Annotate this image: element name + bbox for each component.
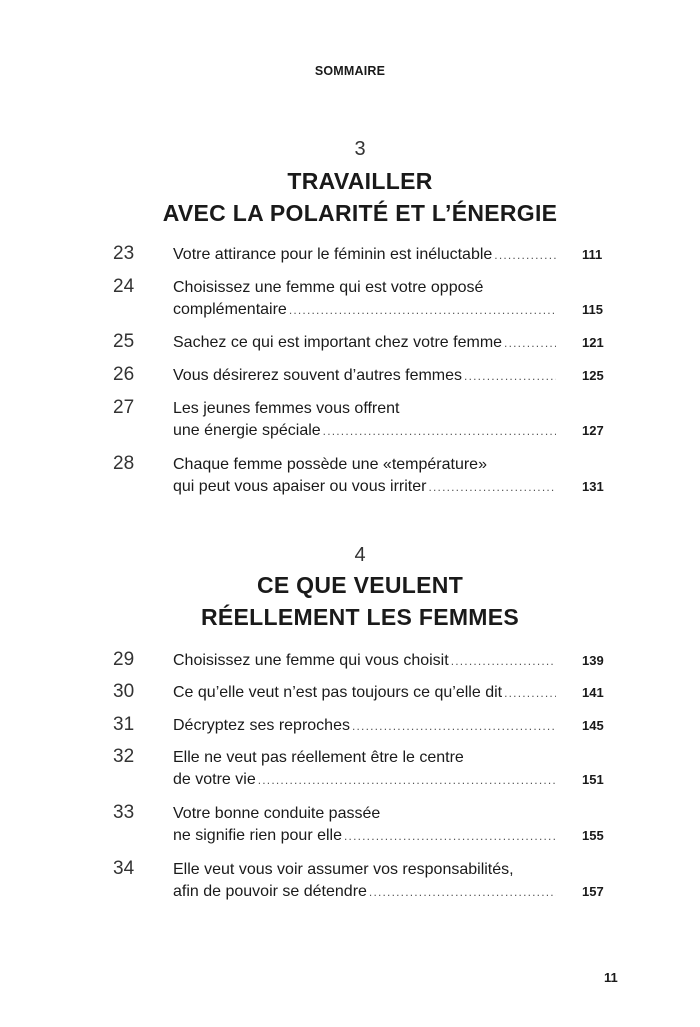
chapter-title: Votre attirance pour le féminin est inéluctable	[173, 246, 493, 263]
chapter-number: 31	[113, 714, 135, 735]
leader-dots	[494, 244, 556, 266]
part-title-line: CE QUE VEULENT	[256, 572, 464, 598]
chapter-number: 25	[113, 331, 135, 352]
part-number: 4	[354, 544, 366, 566]
chapter-number: 28	[113, 453, 135, 474]
chapter-title: Choisissez une femme qui vous choisit	[173, 652, 449, 669]
chapter-title-cont: qui peut vous apaiser ou vous irriter	[173, 478, 427, 495]
page-number: 145	[582, 718, 604, 733]
leader-dots	[258, 769, 556, 791]
leader-dots	[289, 299, 556, 321]
chapter-title-cont: une énergie spéciale	[173, 422, 321, 439]
page-number: 139	[582, 653, 604, 668]
chapter-title: Les jeunes femmes vous offrent	[173, 400, 400, 417]
chapter-number: 34	[113, 858, 135, 879]
chapter-number: 24	[113, 276, 135, 297]
page-number: 151	[582, 772, 604, 787]
leader-dots	[451, 650, 556, 672]
chapter-number: 27	[113, 397, 135, 418]
folio-page-number: 11	[604, 970, 618, 985]
leader-dots	[323, 420, 556, 442]
chapter-title: Vous désirerez souvent d’autres femmes	[173, 367, 463, 384]
chapter-number: 23	[113, 243, 135, 264]
leader-dots	[504, 682, 556, 704]
leader-dots	[344, 825, 556, 847]
running-header: SOMMAIRE	[314, 64, 386, 78]
page-number: 111	[582, 247, 603, 262]
chapter-title-cont: ne signifie rien pour elle	[173, 827, 342, 844]
part-title-line: AVEC LA POLARITÉ ET L’ÉNERGIE	[162, 200, 558, 226]
part-number: 3	[354, 138, 366, 160]
leader-dots	[369, 881, 556, 903]
chapter-title: Votre bonne conduite passée	[173, 805, 381, 822]
chapter-number: 32	[113, 746, 135, 767]
page-number: 121	[582, 335, 604, 350]
leader-dots	[504, 332, 556, 354]
chapter-title: Choisissez une femme qui est votre opposé	[173, 279, 484, 296]
chapter-number: 33	[113, 802, 135, 823]
chapter-title: Décryptez ses reproches	[173, 717, 350, 734]
chapter-title: Chaque femme possède une «température»	[173, 456, 487, 473]
leader-dots	[428, 476, 556, 498]
chapter-number: 29	[113, 649, 135, 670]
page-number: 125	[582, 368, 604, 383]
leader-dots	[464, 365, 556, 387]
page-number: 127	[582, 423, 604, 438]
chapter-title: Ce qu’elle veut n’est pas toujours ce qu’elle dit	[173, 684, 503, 701]
leader-dots	[352, 715, 556, 737]
page-number: 115	[582, 302, 603, 317]
chapter-number: 26	[113, 364, 135, 385]
chapter-title-cont: de votre vie	[173, 771, 256, 788]
chapter-title: Elle ne veut pas réellement être le centre	[173, 749, 464, 766]
chapter-title-cont: afin de pouvoir se détendre	[173, 883, 367, 900]
part-title-line: RÉELLEMENT LES FEMMES	[200, 604, 520, 630]
chapter-title: Elle veut vous voir assumer vos responsabilités,	[173, 861, 514, 878]
page-number: 157	[582, 884, 604, 899]
chapter-title-cont: complémentaire	[173, 301, 287, 318]
part-title-line: TRAVAILLER	[287, 168, 433, 194]
part-title	[0, 569, 700, 633]
chapter-title: Sachez ce qui est important chez votre femme	[173, 334, 503, 351]
page-number: 131	[582, 479, 604, 494]
page-number: 141	[582, 685, 604, 700]
part-title	[0, 165, 700, 229]
chapter-number: 30	[113, 681, 135, 702]
page-number: 155	[582, 828, 604, 843]
